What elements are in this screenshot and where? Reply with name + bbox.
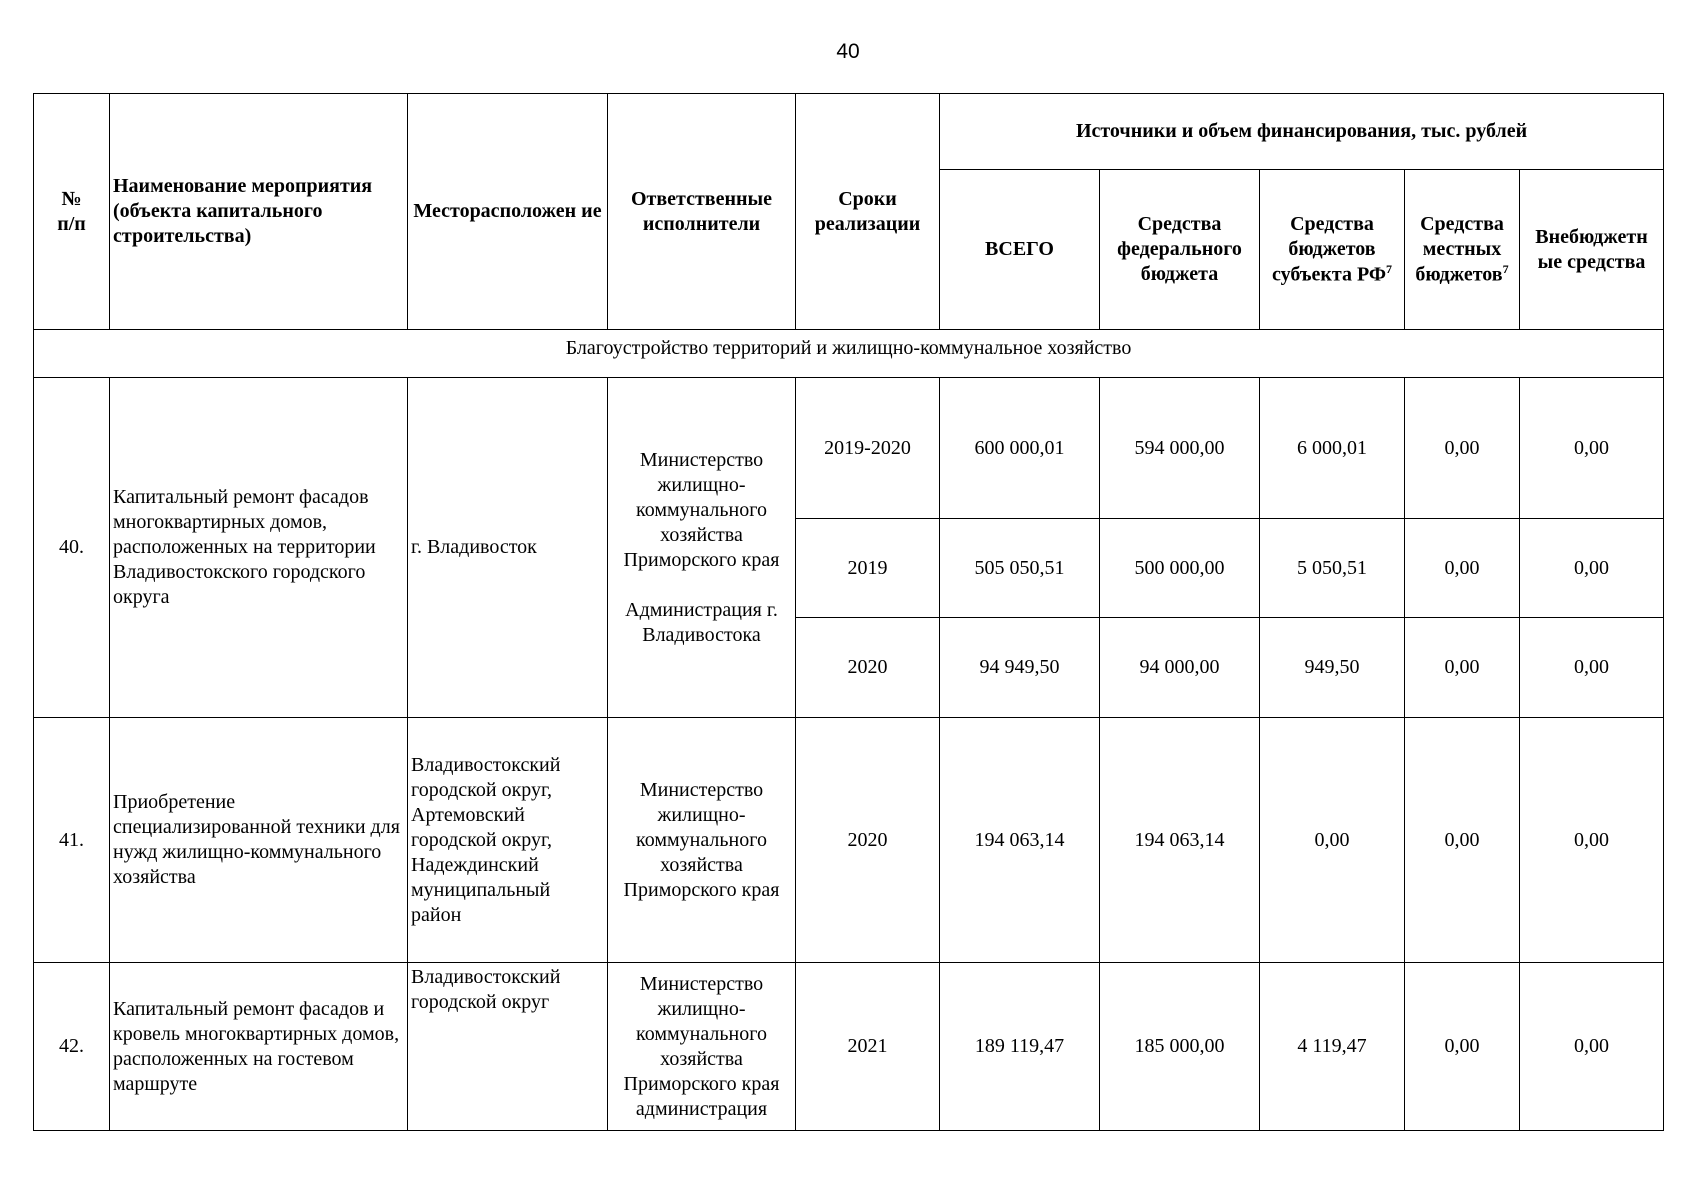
- header-federal: Средства федерального бюджета: [1100, 170, 1260, 330]
- row-total: 600 000,01: [940, 378, 1100, 519]
- header-row-1: [34, 94, 1664, 170]
- row-total: 94 949,50: [940, 618, 1100, 718]
- row-federal: 500 000,00: [1100, 519, 1260, 618]
- row-extra: 0,00: [1520, 718, 1664, 963]
- header-local: [1405, 170, 1520, 330]
- row-regional: 5 050,51: [1260, 519, 1405, 618]
- row-local: 0,00: [1405, 718, 1520, 963]
- page-number: 40: [836, 40, 860, 63]
- row-location: г. Владивосток: [408, 378, 608, 718]
- row-responsible: Министерство жилищно-коммунального хозяйства Приморского края администрация: [608, 963, 796, 1131]
- header-num: № п/п: [34, 94, 110, 330]
- row-federal: 94 000,00: [1100, 618, 1260, 718]
- header-location: Месторасположен ие: [408, 94, 608, 330]
- row-local: 0,00: [1405, 519, 1520, 618]
- header-responsible: Ответственные исполнители: [608, 94, 796, 330]
- row-term: 2020: [796, 718, 940, 963]
- row-responsible: Министерство жилищно-коммунального хозяйства Приморского края: [608, 718, 796, 963]
- row-num: 40.: [34, 378, 110, 718]
- header-regional: [1260, 170, 1405, 330]
- financing-table: [33, 93, 1664, 1131]
- row-responsible: Министерство жилищно-коммунального хозяйства Приморского края Администрация г. Владивостока: [608, 378, 796, 718]
- row-regional: 949,50: [1260, 618, 1405, 718]
- row-location: Владивостокский городской округ: [408, 963, 608, 1131]
- table-row: [34, 378, 1664, 519]
- header-sources: Источники и объем финансирования, тыс. рублей: [940, 94, 1664, 170]
- header-regional-footnote: 7: [1386, 261, 1393, 276]
- header-local-footnote: 7: [1502, 261, 1509, 276]
- row-term: 2019-2020: [796, 378, 940, 519]
- row-total: 505 050,51: [940, 519, 1100, 618]
- row-total: 189 119,47: [940, 963, 1100, 1131]
- table-row: [34, 963, 1664, 1131]
- section-row: [34, 330, 1664, 378]
- row-name: Капитальный ремонт фасадов и кровель многоквартирных домов, расположенных на гостевом маршруте: [110, 963, 408, 1131]
- row-local: 0,00: [1405, 963, 1520, 1131]
- row-regional: 4 119,47: [1260, 963, 1405, 1131]
- row-term: 2021: [796, 963, 940, 1131]
- row-extra: 0,00: [1520, 963, 1664, 1131]
- row-regional: 0,00: [1260, 718, 1405, 963]
- header-total: ВСЕГО: [940, 170, 1100, 330]
- row-extra: 0,00: [1520, 519, 1664, 618]
- table-row: [34, 718, 1664, 963]
- row-extra: 0,00: [1520, 618, 1664, 718]
- header-extra: Внебюджетн ые средства: [1520, 170, 1664, 330]
- row-local: 0,00: [1405, 618, 1520, 718]
- row-extra: 0,00: [1520, 378, 1664, 519]
- row-total: 194 063,14: [940, 718, 1100, 963]
- row-regional: 6 000,01: [1260, 378, 1405, 519]
- row-name: Приобретение специализированной техники для нужд жилищно-коммунального хозяйства: [110, 718, 408, 963]
- row-local: 0,00: [1405, 378, 1520, 519]
- row-term: 2020: [796, 618, 940, 718]
- row-location: Владивостокский городской округ, Артемовский городской округ, Надеждинский муниципальный район: [408, 718, 608, 963]
- header-name: Наименование мероприятия (объекта капитального строительства): [110, 94, 408, 330]
- row-term: 2019: [796, 519, 940, 618]
- row-federal: 185 000,00: [1100, 963, 1260, 1131]
- row-federal: 594 000,00: [1100, 378, 1260, 519]
- header-regional-text: Средства бюджетов субъекта РФ: [1271, 212, 1387, 286]
- section-title: Благоустройство территорий и жилищно-коммунальное хозяйство: [34, 330, 1664, 378]
- header-terms: Сроки реализации: [796, 94, 940, 330]
- row-num: 41.: [34, 718, 110, 963]
- row-federal: 194 063,14: [1100, 718, 1260, 963]
- row-name: Капитальный ремонт фасадов многоквартирных домов, расположенных на территории Владивостокского городского округа: [110, 378, 408, 718]
- header-local-text: Средства местных бюджетов: [1415, 212, 1504, 286]
- row-num: 42.: [34, 963, 110, 1131]
